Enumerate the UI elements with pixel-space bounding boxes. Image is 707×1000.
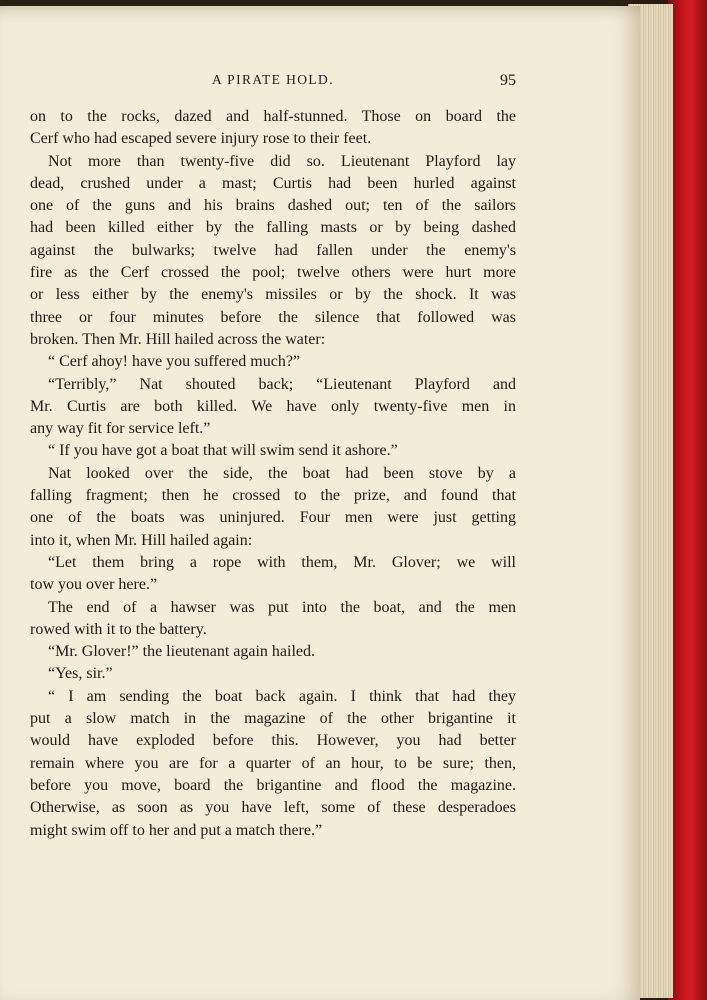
page-header — [30, 72, 516, 94]
text-line: “ Cerf ahoy! have you suffered much?” — [48, 353, 301, 371]
text-line: broken. Then Mr. Hill hailed across the water: — [30, 330, 326, 348]
text-line: “Yes, sir.” — [48, 665, 113, 683]
text-line: on to the rocks, dazed and half-stunned. Those on board the — [30, 108, 516, 125]
text-line: Not more than twenty-five did so. Lieutenant Playford lay — [48, 152, 516, 170]
text-line: had been killed either by the falling masts or by being dashed — [30, 219, 516, 237]
text-line: remain where you are for a quarter of an hour, to be sure; then, — [30, 754, 516, 772]
text-line: put a slow match in the magazine of the other brigantine it — [30, 710, 516, 728]
text-line: “ I am sending the boat back again. I think that had they — [48, 687, 516, 705]
text-line: dead, crushed under a mast; Curtis had been hurled against — [30, 174, 516, 192]
book-cover-edge — [668, 0, 707, 1000]
text-line: three or four minutes before the silence that followed was — [30, 308, 516, 326]
page-number: 95 — [500, 72, 516, 89]
text-line: falling fragment; then he crossed to the prize, and found that — [30, 487, 516, 505]
text-line: might swim off to her and put a match there.” — [30, 821, 323, 839]
body-text — [30, 106, 516, 842]
text-line: “Terribly,” Nat shouted back; “Lieutenant Playford and — [48, 375, 516, 393]
text-line: “Let them bring a rope with them, Mr. Glover; we will — [48, 553, 516, 571]
text-line: into it, when Mr. Hill hailed again: — [30, 531, 253, 549]
text-line: “Mr. Glover!” the lieutenant again hailed. — [48, 643, 316, 661]
text-line: rowed with it to the battery. — [30, 620, 207, 638]
page — [0, 6, 640, 1000]
text-line: “ If you have got a boat that will swim send it ashore.” — [48, 442, 398, 460]
text-line: any way fit for service left.” — [30, 420, 211, 438]
text-line: or less either by the enemy's missiles or by the shock. It was — [30, 286, 516, 304]
running-head: A PIRATE HOLD. — [212, 72, 334, 87]
text-line: against the bulwarks; twelve had fallen under the enemy's — [30, 241, 516, 259]
text-line: Nat looked over the side, the boat had been stove by a — [48, 464, 516, 482]
text-line: would have exploded before this. However, you had better — [30, 732, 516, 750]
text-line: before you move, board the brigantine and flood the magazine. — [30, 776, 516, 794]
text-line: one of the boats was uninjured. Four men were just getting — [30, 509, 516, 527]
text-line: The end of a hawser was put into the boat, and the men — [48, 598, 516, 616]
text-line: Otherwise, as soon as you have left, some of these desperadoes — [30, 799, 516, 817]
text-line: fire as the Cerf crossed the pool; twelve others were hurt more — [30, 264, 516, 282]
text-line: one of the guns and his brains dashed out; ten of the sailors — [30, 197, 516, 215]
text-line: tow you over here.” — [30, 576, 158, 594]
text-line: Mr. Curtis are both killed. We have only twenty-five men in — [30, 397, 516, 415]
text-line: Cerf who had escaped severe injury rose to their feet. — [30, 130, 372, 148]
